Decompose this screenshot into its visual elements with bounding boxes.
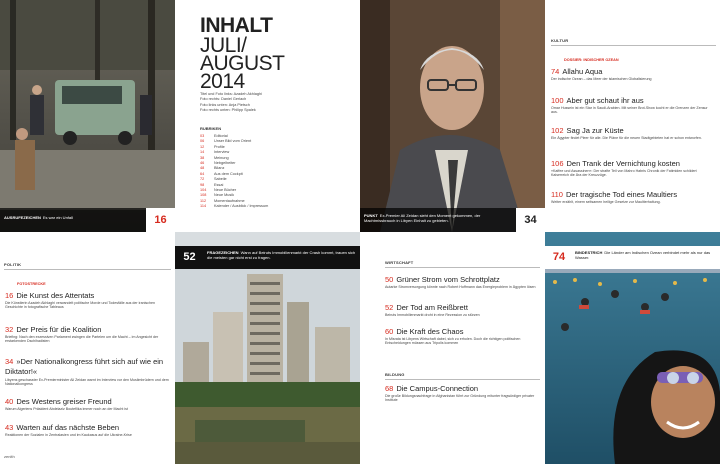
photo-caption [207, 250, 357, 260]
rubrics-heading: RUBRIKEN [200, 126, 222, 131]
rubric-row: 112 Momentaufnahme [200, 198, 245, 203]
toc-entry[interactable]: 74 Allahu Aqua Der indische Ozean – das Meer der islamischen Globalisierung [551, 67, 652, 81]
toc-entry[interactable]: 110 Der tragische Tod eines Maultiers Weiter erzählt, einem seltsamen heilige Gesetze zur Maultierhaltung. [551, 190, 678, 204]
toc-entry[interactable]: 52 Der Tod am Reißbrett Beiruts Immobilienmarkt droht in eine Rezession zu stürzen [385, 303, 480, 317]
rubrics-list [200, 134, 300, 210]
issue-month-2: AUGUST [200, 52, 285, 75]
page-number: 34 [516, 208, 545, 232]
page-number: 16 [146, 208, 175, 232]
toc-entry[interactable]: 68 Die Campus-Connection Die große Bildungsnachfrage in Afghanistan führt zur Gründung mitunter fragwürdiger privater Institute [385, 384, 535, 403]
rubric-row: 14 Interview [200, 150, 230, 155]
dossier-kicker: DOSSIER: INDISCHER OZEAN [564, 58, 619, 62]
credits [200, 92, 262, 113]
rubric-row: 108 Neue Musik [200, 193, 235, 198]
caption-text: Ex-Premier Ali Zeidan sieht den Moment gekommen, der Machtmissbrauch in Libyen Einhalt zu gebieten. [364, 213, 481, 223]
section-heading: BILDUNG [385, 372, 405, 377]
rubric-row: 46 Nebgelheiter [200, 161, 236, 166]
caption-label: AUSRUFEZEICHEN [4, 215, 41, 220]
photo-caption [364, 213, 512, 223]
issue-month-1: JULI/ [200, 34, 247, 57]
section-heading: POLITIK [4, 262, 22, 267]
portrait-panel [360, 0, 545, 232]
page-number: 52 [183, 251, 196, 263]
toc-entry[interactable]: 43 Warten auf das nächste Beben Reaktionen der Sozialen in Zentralasien und im Kaukasus auf die Ukraine-Krise [5, 423, 132, 437]
toc-entry[interactable]: 100 Aber gut schaut ihr aus Omar Hussein ist ein Star in Saudi-Arabien. Mit seiner Brot-Show kocht er die Grenzen der Zensur aus. [551, 96, 708, 115]
rubric-row: 72 Sabeile [200, 177, 227, 182]
caption-label: FRAGEZEICHEN [207, 250, 239, 255]
photo-caption [4, 215, 134, 220]
wirtschaft-panel [360, 232, 545, 464]
credit-line: Titel und Foto links: Azadeh Akhlaghi [200, 92, 262, 96]
rubric-row: 104 Neue Bücher [200, 188, 237, 193]
caption-text: Die Länder am Indischen Ozean verbindet mehr als nur das Wasser. [575, 250, 711, 260]
photo-caption [575, 250, 717, 260]
rubric-row: 48 Bilanz [200, 166, 225, 171]
portrait-photo [360, 0, 545, 232]
rubric-row: 114 Kalender / Ausblick / Impressum [200, 204, 269, 209]
toc-entry[interactable]: 60 Die Kraft des Chaos In Misrata ist Libyens Wirtschaft dabei, sich zu erholen. Doch die richtigen politischen Entscheidungen müssen aus Tripolis kommen [385, 327, 521, 346]
page-number: 74 [552, 251, 566, 263]
caption-text: Es war ein Unfall [42, 215, 73, 220]
rubric-row: 38 Meinung [200, 155, 229, 160]
issue-year: 2014 [200, 70, 245, 93]
toc-entry[interactable]: 40 Des Westens greiser Freund Warum Algeriens Präsident Abdelaziz Bouteflika immer noch an der Macht ist [5, 397, 128, 411]
street-photo [0, 0, 175, 232]
rubric-row: 06 Unser Bild vom Orient [200, 139, 252, 144]
caption-label: PUNKT [364, 213, 378, 218]
credit-line: Foto rechts: Daniel Gerlach [200, 97, 247, 102]
contents-panel [175, 0, 360, 232]
building-panel [175, 232, 360, 464]
footer-brand: zenith [4, 454, 15, 459]
section-heading: KULTUR [551, 38, 569, 43]
kultur-panel [545, 0, 720, 232]
toc-entry[interactable]: 16 Die Kunst des Attentats Die Künstlerin Azadeh Akhlaghi verwandelt politische Morde und Todesfälle aus der iranischen Geschichte in fotografische Tableaus [5, 291, 155, 310]
fotostrecke-kicker: FOTOSTRECKE [17, 282, 46, 286]
toc-entry[interactable]: 102 Sag Ja zur Küste Ein Ägypter findet Pleer für alle. Die Pläne für die neuen Stadtgebieten hat er schon entworfen. [551, 126, 702, 140]
caption-text: Wann auf Beiruts Immobilienmarkt der Crash kommt, trauen sich die meisten gar nicht erst zu fragen. [207, 250, 356, 260]
rubric-row: 12 Profile [200, 144, 225, 149]
street-photo-panel [0, 0, 175, 232]
toc-entry[interactable]: 32 Der Preis für die Koalition Briefing: Nach den exzessiven Parlament zwingen die Parteien um die Macht – im Angesicht der erstarkenden Dschihadisten [5, 325, 159, 344]
section-heading: WIRTSCHAFT [385, 260, 414, 265]
rubric-row: 03 Editorial [200, 134, 228, 138]
credit-line: Foto rechts unten: Philipp Spalek [200, 107, 256, 112]
toc-entry[interactable]: 50 Grüner Strom vom Schrottplatz Autarke Stromversorgung könnte nach Robert Hoffmann das Energieproblem in Ägypten lösen [385, 275, 536, 289]
kultur-list [551, 67, 711, 227]
toc-entry[interactable]: 34 »Der Nationalkongress führt sich auf wie ein Diktator!« Libyens geschasster Ex-Premierminister Ali Zeidan warnt im Interview vor den Muslimbrüdern und dem Nationalkongress [5, 357, 169, 387]
credit-line: Foto links unten: Anja Pietsch [200, 102, 250, 107]
toc-entry[interactable]: 106 Den Trank der Vernichtung kosten »Kaffee und Assassinen«: Der strafte Teil von Mahro Habris Chronik der Fatimiden schildert Kaiserreich die Ära der Kreuzzüge. [551, 159, 697, 178]
bildung-list [385, 384, 541, 424]
politik-panel [0, 232, 175, 464]
rubric-row: 98 Essai [200, 182, 224, 187]
rubric-row: 64 Aus dem Cockpit [200, 171, 243, 176]
swimmer-panel [545, 232, 720, 464]
wirtschaft-list [385, 275, 541, 395]
politik-list [5, 291, 171, 451]
page-title: INHALT [200, 14, 273, 37]
caption-label: BINDESTRICH [575, 250, 603, 255]
